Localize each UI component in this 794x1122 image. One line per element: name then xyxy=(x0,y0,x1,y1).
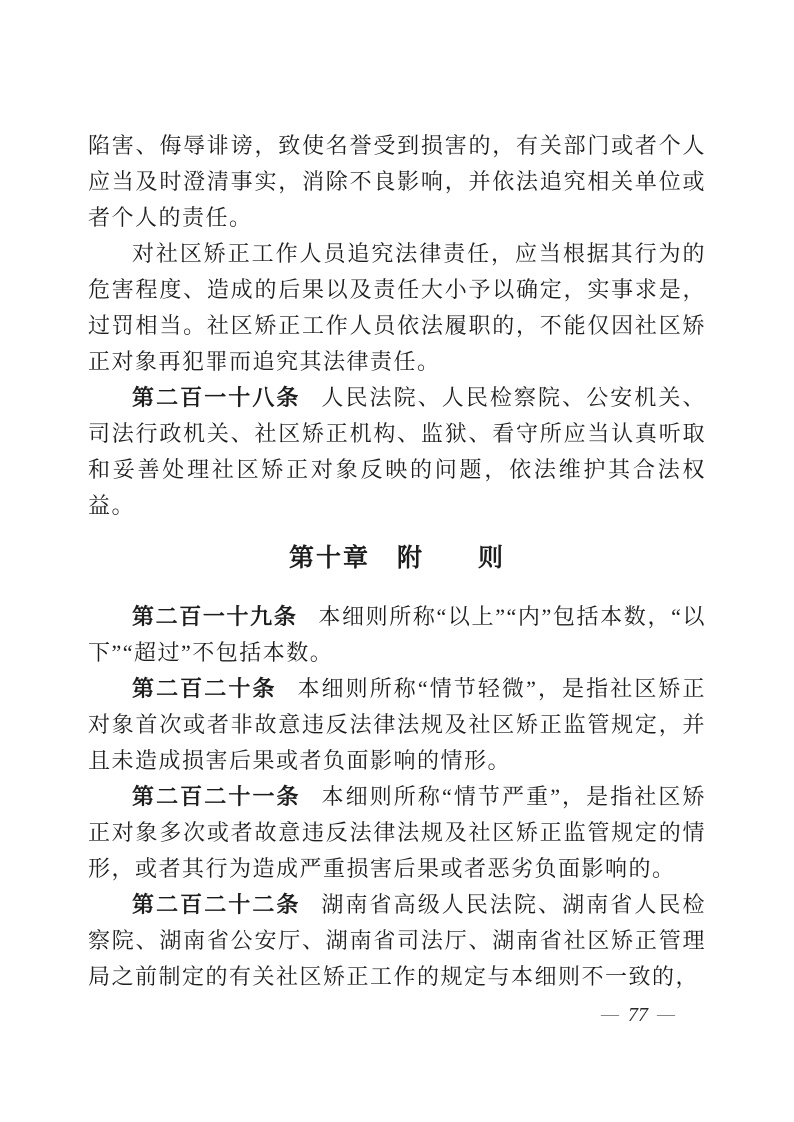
article-222-text: 湖南省高级人民法院、湖南省人民检察院、湖南省公安厅、湖南省司法厅、湖南省社区矫正管理局之前制定的有关社区矫正工作的规定与本细则不一致的， xyxy=(88,892,706,989)
article-218 xyxy=(88,380,706,524)
article-221-number: 第二百二十一条 xyxy=(132,784,301,809)
article-220-number: 第二百二十条 xyxy=(132,676,277,701)
article-220 xyxy=(88,671,706,779)
page-content xyxy=(88,128,706,995)
paragraph-continuation: 陷害、侮辱诽谤，致使名誉受到损害的，有关部门或者个人应当及时澄清事实，消除不良影响，并依法追究相关单位或者个人的责任。 xyxy=(88,133,706,230)
article-221 xyxy=(88,779,706,887)
article-221-text: 本细则所称“情节严重”，是指社区矫正对象多次或者故意违反法律法规及社区矫正监管规定的情形，或者其行为造成严重损害后果或者恶劣负面影响的。 xyxy=(88,784,706,881)
article-219-text: 本细则所称“以上”“内”包括本数，“以下”“超过”不包括本数。 xyxy=(88,604,706,665)
page-number-dash-left: — xyxy=(601,1004,619,1024)
article-219-number: 第二百一十九条 xyxy=(132,604,298,629)
page-number-dash-right: — xyxy=(657,1004,675,1024)
article-219 xyxy=(88,599,706,671)
chapter-10-heading: 第十章 附 则 xyxy=(288,545,505,572)
article-218-number: 第二百一十八条 xyxy=(132,385,301,410)
article-218-text: 人民法院、人民检察院、公安机关、司法行政机关、社区矫正机构、监狱、看守所应当认真听取和妥善处理社区矫正对象反映的问题，依法维护其合法权益。 xyxy=(88,385,706,518)
page-number: 77 xyxy=(628,1004,648,1026)
article-222 xyxy=(88,887,706,995)
paragraph-liability-determination: 对社区矫正工作人员追究法律责任，应当根据其行为的危害程度、造成的后果以及责任大小予以确定，实事求是，过罚相当。社区矫正工作人员依法履职的，不能仅因社区矫正对象再犯罪而追究其法律责任。 xyxy=(88,241,706,374)
page-footer xyxy=(592,1002,684,1027)
article-222-number: 第二百二十二条 xyxy=(132,892,301,917)
article-220-text: 本细则所称“情节轻微”，是指社区矫正对象首次或者非故意违反法律法规及社区矫正监管规定，并且未造成损害后果或者负面影响的情形。 xyxy=(88,676,706,773)
